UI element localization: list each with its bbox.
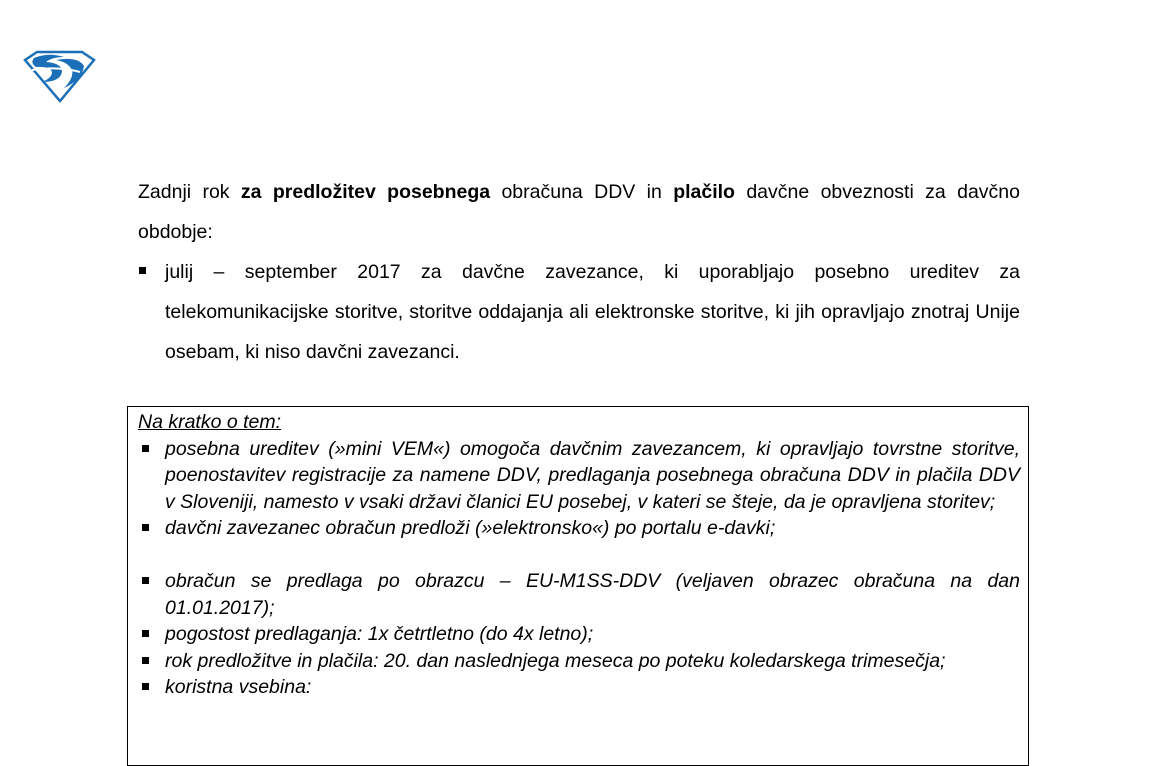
list-item: julij – september 2017 za davčne zavezance, ki uporabljajo posebno ureditev za telekomunikacijske storitve, storitve oddajanja ali elektronske storitve, ki jih opravljajo znotraj Unije osebam, ki niso davčni zavezanci. (138, 252, 1020, 372)
bullet-icon (142, 577, 149, 584)
summary-box (127, 406, 1029, 766)
list-item: obračun se predlaga po obrazcu – EU-M1SS-DDV (veljaven obrazec obračuna na dan 01.01.2017); (138, 568, 1020, 621)
summary-list (138, 436, 1020, 701)
list-item: pogostost predlaganja: 1x četrtletno (do 4x letno); (138, 621, 1020, 648)
bullet-icon (139, 267, 146, 274)
intro-bullet-list (138, 252, 1020, 372)
bullet-icon (142, 630, 149, 637)
bullet-icon (142, 683, 149, 690)
bullet-icon (142, 657, 149, 664)
bullet-icon (142, 524, 149, 531)
logo-icon (22, 48, 96, 104)
intro-paragraph: Zadnji rok za predložitev posebnega obračuna DDV in plačilo davčne obveznosti za davčno obdobje: (138, 181, 1020, 243)
list-item: koristna vsebina: (138, 674, 1020, 701)
summary-title: Na kratko o tem: (138, 411, 282, 433)
bullet-icon (142, 445, 149, 452)
list-item: rok predložitve in plačila: 20. dan naslednjega meseca po poteku koledarskega trimesečja; (138, 648, 1020, 675)
list-item: posebna ureditev (»mini VEM«) omogoča davčnim zavezancem, ki opravljajo tovrstne storitve, poenostavitev registracije za namene DDV, predlaganja posebnega obračuna DDV in plačila DDV v Sloveniji, namesto v vsaki državi članici EU posebej, v kateri se šteje, da je opravljena storitev; (138, 436, 1020, 516)
intro-section (138, 172, 1020, 372)
list-item: davčni zavezanec obračun predloži (»elektronsko«) po portalu e-davki; (138, 515, 1020, 542)
